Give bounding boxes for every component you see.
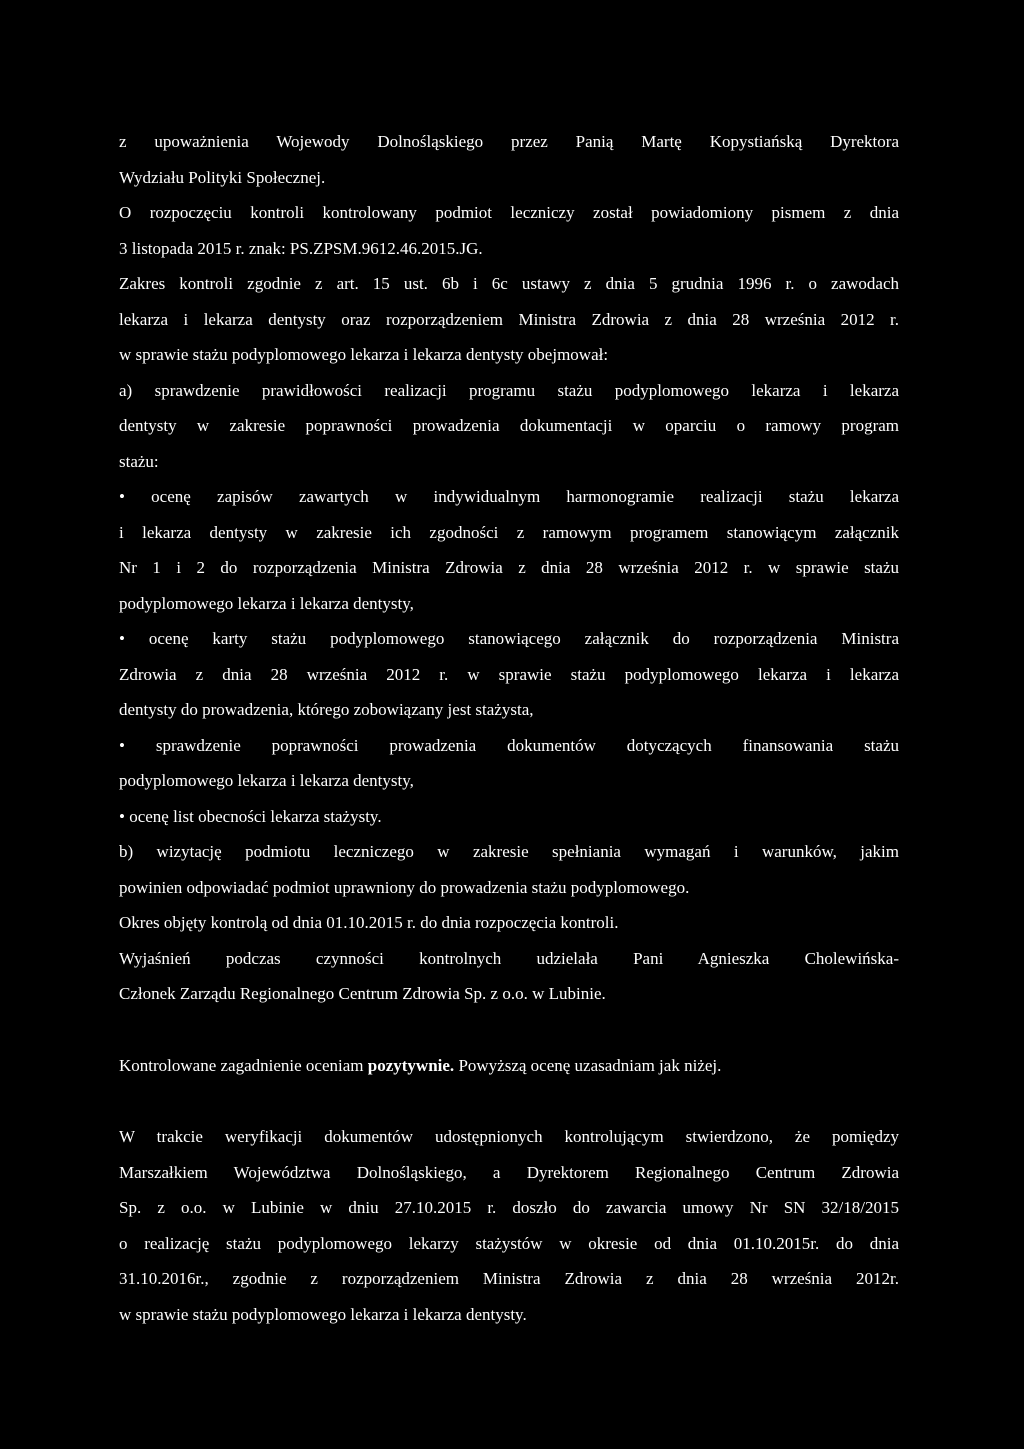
text-line: stażu:	[119, 451, 159, 471]
text-line: a) sprawdzenie prawidłowości realizacji programu stażu podyplomowego lekarza i lekarza	[119, 380, 899, 400]
assessment-line	[119, 1048, 899, 1084]
document-body	[119, 124, 899, 1332]
text-line: Członek Zarządu Regionalnego Centrum Zdrowia Sp. z o.o. w Lubinie.	[119, 984, 606, 1003]
text-line: podyplomowego lekarza i lekarza dentysty,	[119, 771, 414, 790]
text-line: dentysty w zakresie poprawności prowadzenia dokumentacji w oparciu o ramowy program	[119, 416, 899, 435]
text-line: Nr 1 i 2 do rozporządzenia Ministra Zdrowia z dnia 28 września 2012 r. w sprawie stażu	[119, 558, 899, 577]
bullet-item: • ocenę karty stażu podyplomowego stanowiącego załącznik do rozporządzenia Ministra	[119, 629, 899, 648]
bullet-item: • ocenę list obecności lekarza stażysty.	[119, 806, 382, 826]
text-line: podyplomowego lekarza i lekarza dentysty,	[119, 593, 414, 613]
bullet-item: • sprawdzenie poprawności prowadzenia dokumentów dotyczących finansowania stażu	[119, 735, 899, 755]
text-line: 31.10.2016r., zgodnie z rozporządzeniem Ministra Zdrowia z dnia 28 września 2012r.	[119, 1269, 899, 1288]
bullet-item: • ocenę zapisów zawartych w indywidualnym harmonogramie realizacji stażu lekarza	[119, 487, 899, 506]
text-line: powinien odpowiadać podmiot uprawniony do prowadzenia stażu podyplomowego.	[119, 877, 690, 897]
text-line: Zdrowia z dnia 28 września 2012 r. w sprawie stażu podyplomowego lekarza i lekarza	[119, 664, 899, 684]
text-line: lekarza i lekarza dentysty oraz rozporządzeniem Ministra Zdrowia z dnia 28 września 2012 r.	[119, 309, 899, 329]
assessment-result: pozytywnie.	[367, 1055, 455, 1075]
text-line: i lekarza dentysty w zakresie ich zgodności z ramowym programem stanowiącym załącznik	[119, 522, 899, 542]
text-line: W trakcie weryfikacji dokumentów udostępnionych kontrolującym stwierdzono, że pomiędzy	[119, 1127, 899, 1146]
text-line: Marszałkiem Województwa Dolnośląskiego, a Dyrektorem Regionalnego Centrum Zdrowia	[119, 1162, 899, 1182]
text-line: Wyjaśnień podczas czynności kontrolnych udzielała Pani Agnieszka Cholewińska-	[119, 948, 899, 968]
text-line: dentysty do prowadzenia, którego zobowiązany jest stażysta,	[119, 700, 534, 719]
text-line: w sprawie stażu podyplomowego lekarza i lekarza dentysty.	[119, 1304, 527, 1324]
text-line: Okres objęty kontrolą od dnia 01.10.2015 r. do dnia rozpoczęcia kontroli.	[119, 913, 619, 932]
text-line: 3 listopada 2015 r. znak: PS.ZPSM.9612.46.2015.JG.	[119, 238, 483, 258]
assessment-text: Kontrolowane zagadnienie oceniam	[119, 1055, 368, 1075]
text-line: Wydziału Polityki Społecznej.	[119, 167, 326, 187]
text-line: O rozpoczęciu kontroli kontrolowany podmiot leczniczy został powiadomiony pismem z dnia	[119, 203, 899, 222]
text-line: b) wizytację podmiotu leczniczego w zakresie spełniania wymagań i warunków, jakim	[119, 842, 899, 861]
text-line: o realizację stażu podyplomowego lekarzy stażystów w okresie od dnia 01.10.2015r. do dnia	[119, 1233, 899, 1253]
text-line: Zakres kontroli zgodnie z art. 15 ust. 6b i 6c ustawy z dnia 5 grudnia 1996 r. o zawodach	[119, 274, 899, 293]
text-line: Sp. z o.o. w Lubinie w dniu 27.10.2015 r. doszło do zawarcia umowy Nr SN 32/18/2015	[119, 1198, 899, 1217]
assessment-text: Powyższą ocenę uzasadniam jak niżej.	[454, 1055, 722, 1075]
text-line: w sprawie stażu podyplomowego lekarza i lekarza dentysty obejmował:	[119, 345, 609, 364]
text-line: z upoważnienia Wojewody Dolnośląskiego przez Panią Martę Kopystiańską Dyrektora	[119, 132, 899, 151]
